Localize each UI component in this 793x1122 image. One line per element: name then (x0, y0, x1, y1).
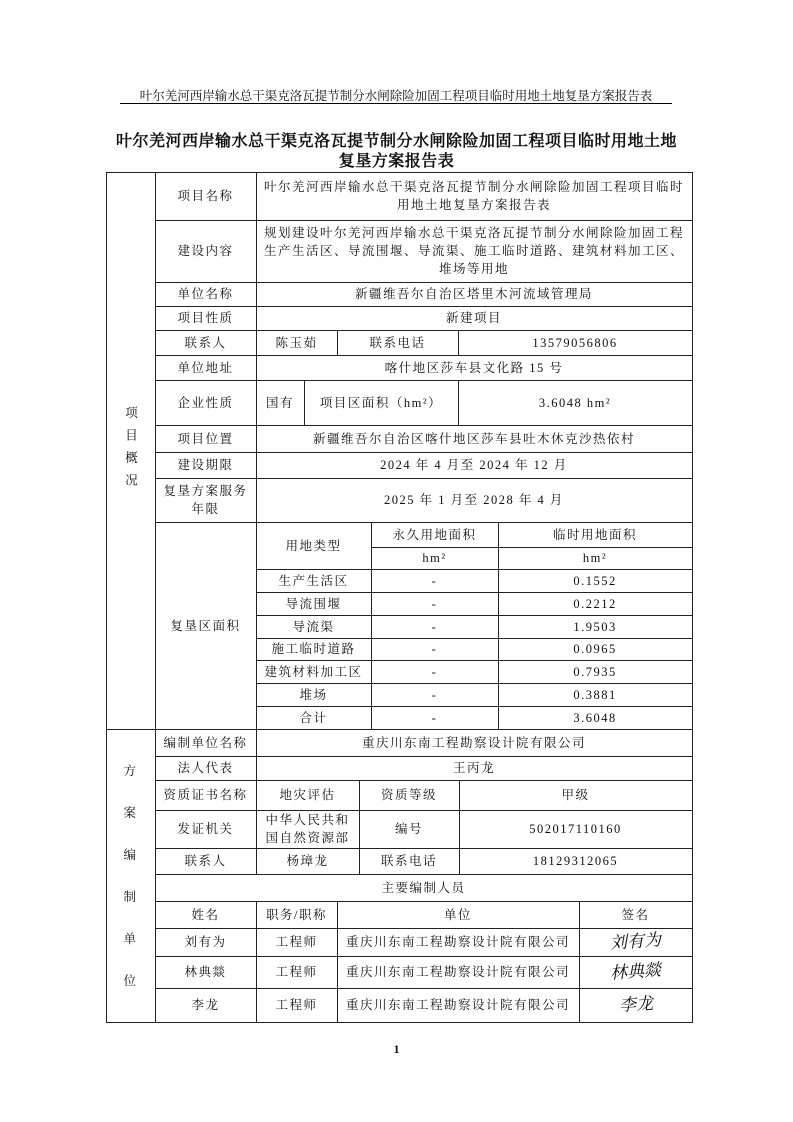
page-number: 1 (393, 1042, 400, 1056)
staff-signature (579, 988, 693, 1023)
staff-name (155, 928, 257, 957)
staff-title-cell (256, 928, 338, 957)
page-title (90, 132, 703, 172)
label-compiler-name-text: 编制单位名称 (163, 735, 248, 750)
label-phone-text: 联系电话 (369, 335, 426, 350)
label-content-text: 建设内容 (177, 244, 234, 258)
label-area (304, 380, 459, 426)
label-address (155, 355, 257, 381)
reclaim-row-permanent (371, 638, 499, 661)
reclaim-row-permanent (371, 660, 499, 684)
staff-header-name (155, 901, 257, 929)
value-location-text: 新疆维吾尔自治区喀什地区莎车县吐木休克沙热依村 (312, 431, 635, 446)
staff-signature-text: 刘有为 (609, 930, 662, 954)
label-enterprise (155, 380, 257, 426)
label-cert-text: 资质证书名称 (163, 788, 248, 802)
label-unit (155, 282, 257, 307)
value-content-text: 规划建设叶尔羌河西岸输水总干渠克洛瓦提节制分水闸除险加固工程生产生活区、导流围堰、导流渠、施工临时道路、建筑材料加工区、堆场等用地 (263, 226, 684, 276)
value-compiler-contact (256, 848, 360, 875)
staff-name (155, 956, 257, 989)
label-contact (155, 330, 257, 356)
col-permanent (371, 522, 499, 548)
reclaim-row-type-text: 建筑材料加工区 (264, 664, 363, 679)
section-overview-label (106, 172, 156, 730)
title-line-1: 叶尔羌河西岸输水总干渠克洛瓦提节制分水闸除险加固工程项目临时用地土地 (115, 133, 677, 150)
value-contact (256, 330, 338, 356)
label-compiler-contact (155, 848, 257, 875)
reclaim-row-type-text: 生产生活区 (278, 573, 349, 588)
reclaim-row-temporary (498, 638, 693, 661)
label-nature-text: 项目性质 (177, 311, 234, 325)
col-type (256, 522, 372, 570)
label-grade-text: 资质等级 (380, 788, 437, 802)
section-label-char: 编 (123, 847, 138, 862)
reclaim-row-permanent (371, 592, 499, 616)
label-project-name (155, 172, 257, 221)
reclaim-row-temporary-text: 0.1552 (573, 573, 617, 588)
reclaim-row-temporary-text: 0.2212 (573, 596, 617, 611)
reclaim-row-permanent (371, 706, 499, 730)
value-content (256, 220, 693, 283)
staff-header-name-text: 姓名 (191, 907, 220, 922)
staff-title-cell (256, 956, 338, 989)
label-issuer (155, 810, 257, 849)
value-project-name (256, 172, 693, 221)
value-contact-text: 陈玉茹 (275, 335, 318, 350)
reclaim-row-permanent-text: - (431, 687, 438, 702)
label-reclaim (155, 522, 257, 730)
label-grade (359, 780, 460, 811)
label-period (155, 452, 257, 479)
value-issuer-text: 中华人民共和国自然资源部 (265, 813, 350, 845)
value-compiler-name-text: 重庆川东南工程勘察设计院有限公司 (361, 735, 586, 750)
value-service (256, 478, 693, 523)
value-legal-text: 王丙龙 (452, 761, 495, 775)
reclaim-row-permanent (371, 683, 499, 707)
unit-temporary-text: hm² (582, 551, 608, 565)
reclaim-row-type-text: 施工临时道路 (271, 642, 356, 656)
reclaim-row-type (256, 706, 372, 730)
staff-unit (337, 956, 580, 989)
label-service (155, 478, 257, 523)
value-period-text: 2024 年 4 月至 2024 年 12 月 (380, 458, 568, 472)
staff-unit-text: 重庆川东南工程勘察设计院有限公司 (345, 998, 570, 1012)
label-compiler-phone (359, 848, 460, 875)
label-compiler-phone-text: 联系电话 (380, 854, 437, 868)
label-service-text: 复垦方案服务年限 (163, 484, 248, 516)
staff-header-unit (337, 901, 580, 929)
value-phone-text: 13579056806 (532, 335, 618, 350)
value-unit-text: 新疆维吾尔自治区塔里木河流域管理局 (354, 287, 593, 301)
label-number (359, 810, 460, 849)
label-compiler-contact-text: 联系人 (184, 854, 227, 868)
reclaim-row-temporary-text: 1.9503 (573, 619, 617, 634)
col-permanent-text: 永久用地面积 (392, 527, 477, 542)
section-label-char: 位 (123, 973, 138, 988)
label-legal (155, 756, 257, 781)
staff-unit (337, 928, 580, 957)
label-reclaim-text: 复垦区面积 (170, 618, 241, 633)
staff-title-cell-text: 工程师 (275, 998, 318, 1012)
staff-name-text: 林典燚 (184, 965, 227, 979)
staff-name-text: 李龙 (191, 998, 220, 1012)
value-phone (458, 330, 693, 356)
reclaim-row-type-text: 堆场 (299, 687, 328, 702)
staff-header-title (256, 901, 338, 929)
staff-title-cell-text: 工程师 (275, 965, 318, 979)
label-location (155, 425, 257, 453)
value-area (458, 380, 693, 426)
staff-unit-text: 重庆川东南工程勘察设计院有限公司 (345, 935, 570, 949)
reclaim-row-permanent (371, 615, 499, 639)
value-address (256, 355, 693, 381)
staff-title (155, 874, 693, 902)
staff-title-cell (256, 988, 338, 1023)
value-nature-text: 新建项目 (445, 311, 502, 325)
reclaim-row-type (256, 660, 372, 684)
reclaim-row-permanent-text: - (431, 573, 438, 588)
value-service-text: 2025 年 1 月至 2028 年 4 月 (384, 493, 564, 507)
reclaim-row-temporary (498, 592, 693, 616)
label-phone (337, 330, 459, 356)
title-line-2: 复垦方案报告表 (338, 153, 455, 170)
reclaim-row-temporary-text: 0.0965 (573, 642, 617, 656)
reclaim-row-type (256, 638, 372, 661)
staff-header-signature (579, 901, 693, 929)
reclaim-row-permanent-text: - (431, 710, 438, 725)
label-unit-text: 单位名称 (177, 287, 234, 301)
reclaim-row-temporary-text: 0.7935 (573, 664, 617, 679)
staff-name-text: 刘有为 (184, 935, 227, 949)
reclaim-row-temporary (498, 683, 693, 707)
reclaim-row-type (256, 615, 372, 639)
unit-permanent (371, 547, 499, 570)
value-compiler-name (256, 729, 693, 757)
reclaim-row-temporary (498, 660, 693, 684)
reclaim-row-permanent-text: - (431, 619, 438, 634)
label-compiler-name (155, 729, 257, 757)
value-compiler-phone-text: 18129312065 (532, 854, 619, 868)
label-issuer-text: 发证机关 (177, 822, 234, 836)
section-label-char: 方 (123, 763, 138, 778)
value-area-text: 3.6048 hm² (538, 395, 612, 410)
section-label-char: 案 (123, 805, 138, 820)
col-temporary-text: 临时用地面积 (552, 527, 637, 542)
staff-header-unit-text: 单位 (443, 907, 472, 922)
reclaim-row-permanent-text: - (431, 664, 438, 679)
staff-signature-text: 李龙 (617, 993, 654, 1017)
reclaim-row-type (256, 592, 372, 616)
header-divider (120, 103, 672, 104)
value-location (256, 425, 693, 453)
label-nature (155, 306, 257, 331)
label-address-text: 单位地址 (177, 360, 234, 375)
label-location-text: 项目位置 (177, 431, 234, 446)
value-nature (256, 306, 693, 331)
reclaim-row-temporary-text: 0.3881 (573, 687, 617, 702)
value-cert (256, 780, 360, 811)
staff-title-cell-text: 工程师 (275, 935, 318, 949)
reclaim-row-temporary-text: 3.6048 (573, 710, 617, 725)
staff-signature (579, 956, 693, 989)
staff-header-signature-text: 签名 (621, 907, 650, 922)
value-legal (256, 756, 693, 781)
staff-name (155, 988, 257, 1023)
reclaim-row-temporary (498, 569, 693, 593)
unit-permanent-text: hm² (422, 551, 447, 565)
running-header: 叶尔羌河西岸输水总干渠克洛瓦提节制分水闸除险加固工程项目临时用地土地复垦方案报告表 (139, 89, 653, 103)
staff-title-text: 主要编制人员 (381, 880, 466, 895)
staff-unit-text: 重庆川东南工程勘察设计院有限公司 (345, 965, 570, 979)
label-area-text: 项目区面积（hm²） (319, 395, 443, 410)
label-period-text: 建设期限 (177, 458, 234, 472)
label-legal-text: 法人代表 (177, 761, 234, 775)
staff-signature-text: 林典燚 (609, 960, 662, 984)
value-compiler-contact-text: 杨璋龙 (286, 854, 329, 868)
value-cert-text: 地灾评估 (279, 788, 336, 802)
unit-temporary (498, 547, 693, 570)
reclaim-row-type-text: 合计 (299, 710, 328, 725)
label-enterprise-text: 企业性质 (177, 395, 234, 410)
value-number (459, 810, 693, 849)
section-label-char: 制 (123, 889, 138, 904)
label-project-name-text: 项目名称 (177, 189, 234, 203)
staff-signature (579, 928, 693, 957)
col-temporary (498, 522, 693, 548)
section-overview-label-text: 项目概况 (123, 405, 138, 496)
col-type-text: 用地类型 (285, 538, 342, 553)
reclaim-row-type-text: 导流渠 (292, 619, 335, 634)
reclaim-row-permanent-text: - (431, 642, 438, 656)
value-unit (256, 282, 693, 307)
reclaim-row-permanent (371, 569, 499, 593)
reclaim-row-temporary (498, 706, 693, 730)
section-label-char: 单 (123, 931, 138, 946)
label-number-text: 编号 (394, 822, 423, 836)
value-enterprise (256, 380, 305, 426)
value-compiler-phone (459, 848, 693, 875)
reclaim-row-type (256, 683, 372, 707)
label-cert (155, 780, 257, 811)
reclaim-row-temporary (498, 615, 693, 639)
value-issuer (256, 810, 360, 849)
reclaim-row-permanent-text: - (431, 596, 438, 611)
staff-unit (337, 988, 580, 1023)
value-project-name-text: 叶尔羌河西岸输水总干渠克洛瓦提节制分水闸除险加固工程项目临时用地土地复垦方案报告表 (263, 180, 684, 212)
reclaim-row-type (256, 569, 372, 593)
staff-header-title-text: 职务/职称 (266, 907, 327, 922)
value-period (256, 452, 693, 479)
value-grade (459, 780, 693, 811)
value-enterprise-text: 国有 (265, 395, 294, 410)
section-compiler-label (106, 729, 156, 1023)
label-content (155, 220, 257, 283)
value-grade-text: 甲级 (561, 788, 590, 802)
value-number-text: 502017110160 (529, 822, 622, 836)
label-contact-text: 联系人 (184, 335, 227, 350)
value-address-text: 喀什地区莎车县文化路 15 号 (384, 360, 564, 375)
reclaim-row-type-text: 导流围堰 (285, 596, 342, 611)
